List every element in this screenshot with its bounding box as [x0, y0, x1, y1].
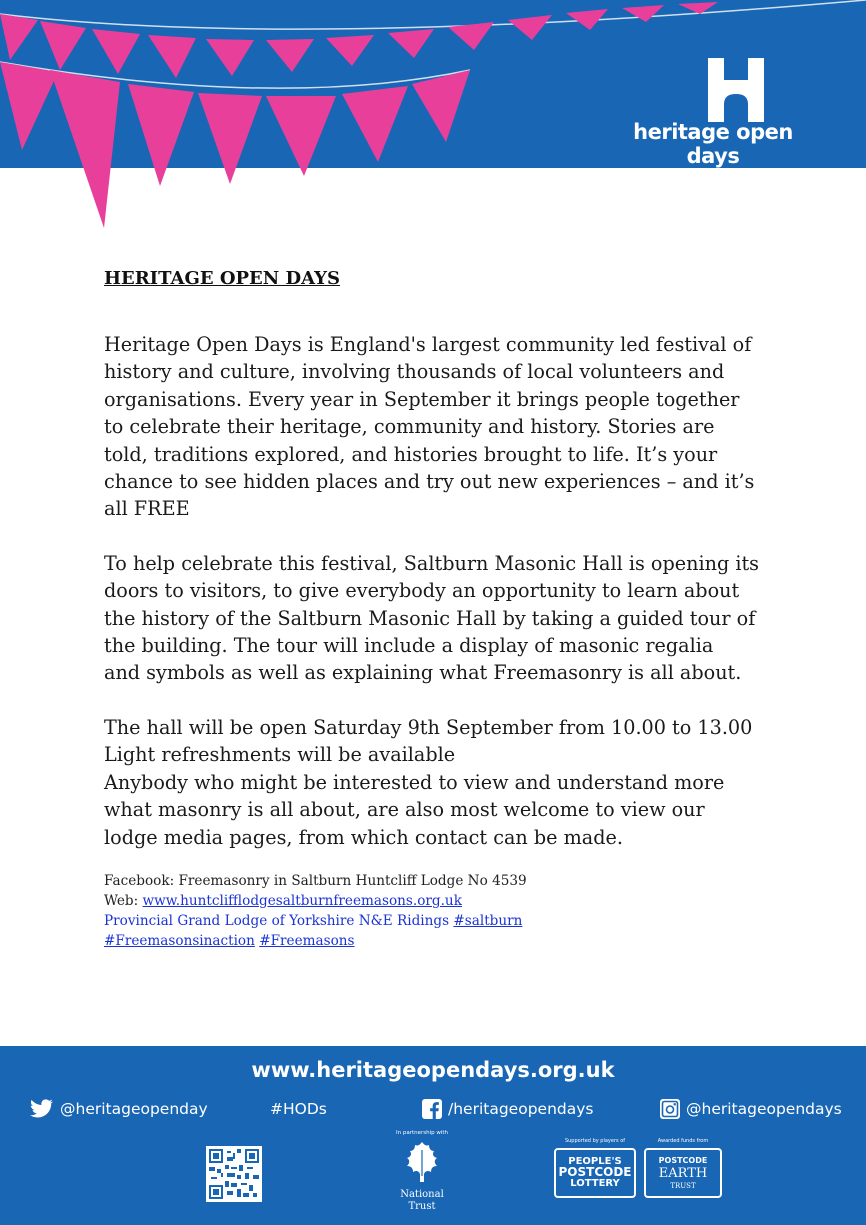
event-paragraph: To help celebrate this festival, Saltburn Masonic Hall is opening its doors to visitors, to give everybody an opportunity to learn about the history of the Saltburn Masonic Hall by taking a guided tour of the building. The tour will include a display of masonic regalia and symbols as well as explaining what Freemasonry is all about.	[104, 551, 760, 685]
footer-website-url[interactable]: www.heritageopendays.org.uk	[251, 1058, 615, 1082]
peoples-postcode-lottery-logo	[554, 1138, 636, 1208]
national-trust-logo	[384, 1130, 460, 1220]
hod-h-icon	[708, 58, 764, 122]
header-banner	[0, 0, 866, 230]
nt-caption: In partnership with	[395, 1130, 449, 1136]
instagram-handle[interactable]	[660, 1097, 842, 1121]
pet-line3: TRUST	[670, 1182, 696, 1190]
qr-code[interactable]	[206, 1146, 262, 1202]
qr-code-icon	[209, 1149, 259, 1199]
ppl-badge	[554, 1148, 636, 1198]
website-link[interactable]: www.huntclifflodgesaltburnfreemasons.org.uk	[142, 892, 462, 909]
facebook-handle[interactable]	[422, 1097, 593, 1121]
web-label: Web:	[104, 892, 143, 909]
pet-caption: Awarded funds from	[657, 1138, 709, 1144]
main-content	[104, 268, 784, 951]
instagram-label: @heritageopendays	[686, 1100, 842, 1118]
footer-banner	[0, 1046, 866, 1225]
postcode-earth-trust-logo	[644, 1138, 722, 1208]
opening-times-paragraph: The hall will be open Saturday 9th September from 10.00 to 13.00 Light refreshments will be available Anybody who might be interested to view and understand more what masonry is all about, are also most welcome to view our lodge media pages, from which contact can be made.	[104, 715, 753, 849]
web-line	[104, 891, 784, 911]
facebook-icon	[422, 1099, 442, 1119]
ppl-line2: POSTCODE	[558, 1165, 632, 1179]
nt-line2: Trust	[408, 1201, 436, 1212]
brand-logo	[606, 58, 820, 168]
brand-name: heritage open days	[633, 120, 793, 168]
pet-line2: EARTH	[658, 1166, 708, 1181]
provincial-text: Provincial Grand Lodge of Yorkshire N&E Ridings	[104, 912, 454, 929]
nt-line1: National	[400, 1189, 444, 1200]
saltburn-hashtag-link[interactable]: #saltburn	[453, 912, 523, 929]
ppl-line3: LOTTERY	[570, 1178, 620, 1189]
freemasons-hashtag-link[interactable]: #Freemasons	[259, 932, 355, 949]
hashtag-hods[interactable]: #HODs	[270, 1100, 327, 1118]
instagram-icon	[660, 1099, 680, 1119]
provincial-line	[104, 911, 784, 931]
freemasonsinaction-hashtag-link[interactable]: #Freemasonsinaction	[104, 932, 255, 949]
pet-badge	[644, 1148, 722, 1198]
pet-line1: POSTCODE	[658, 1156, 708, 1165]
intro-paragraph: Heritage Open Days is England's largest community led festival of history and culture, involving thousands of local volunteers and organisations. Every year in September it brings people together to celebrate their heritage, community and history. Stories are told, traditions explored, and histories brought to life. It’s your chance to see hidden places and try out new experiences – and it’s all FREE	[104, 333, 755, 521]
page-title: HERITAGE OPEN DAYS	[104, 268, 341, 289]
twitter-label: @heritageopenday	[60, 1100, 208, 1118]
twitter-icon	[30, 1099, 54, 1119]
oak-leaf-icon	[400, 1140, 444, 1184]
facebook-line: Facebook: Freemasonry in Saltburn Huntcliff Lodge No 4539	[104, 872, 527, 889]
ppl-caption: Supported by players of	[564, 1138, 626, 1144]
ppl-line1: PEOPLE'S	[568, 1156, 622, 1167]
hashtags-line	[104, 931, 784, 951]
twitter-handle[interactable]	[30, 1097, 208, 1121]
facebook-label: /heritageopendays	[448, 1100, 594, 1118]
contact-links	[104, 871, 784, 951]
